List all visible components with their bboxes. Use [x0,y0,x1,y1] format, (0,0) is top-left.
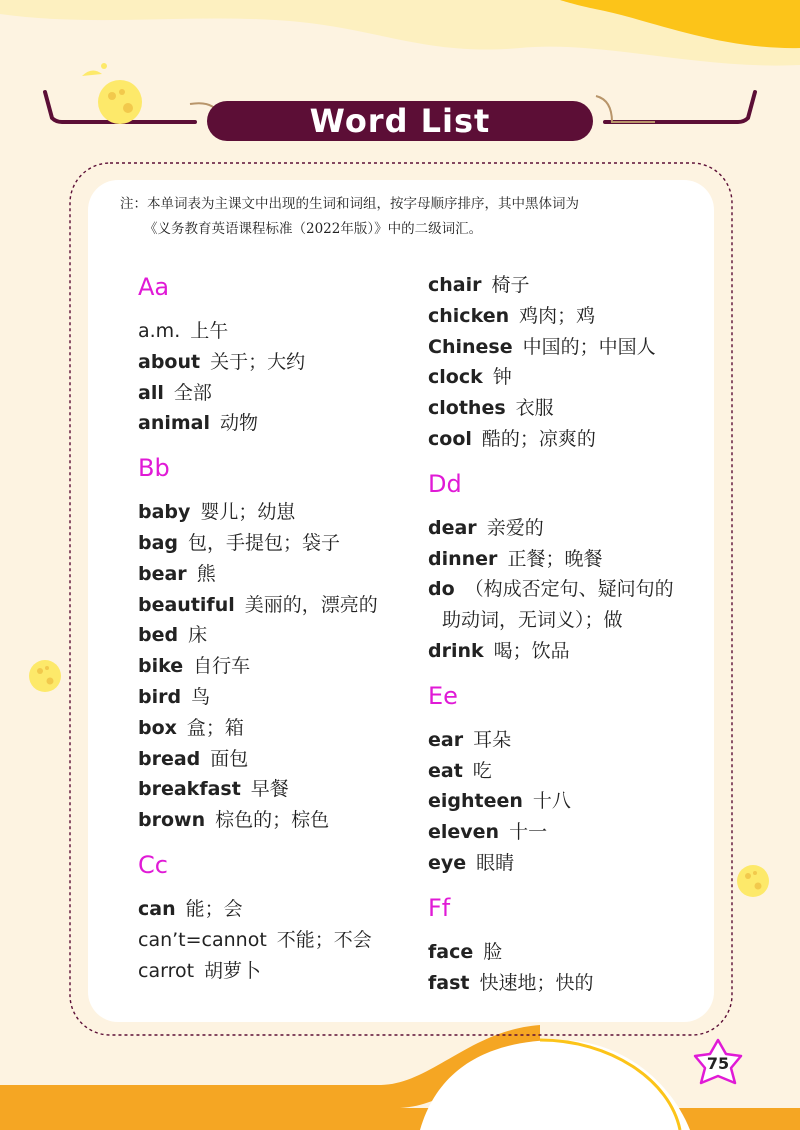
entry-word: eighteen [428,790,523,813]
word-entry [138,651,378,682]
entry-word: eye [428,851,467,874]
word-entry [428,937,674,968]
note-text [120,192,700,242]
entry-meaning: 眼睛 [476,851,515,874]
entry-meaning: 钟 [492,366,512,389]
word-entry [138,682,378,713]
section-gap [138,836,378,848]
section-gap [138,439,378,451]
left-column [138,270,378,986]
word-entry [428,725,674,756]
entry-word: bird [138,685,182,708]
word-entry [138,620,378,651]
word-entry [138,894,378,925]
section-letter: Ff [428,893,451,922]
word-section [428,879,674,999]
entry-meaning: 吃 [472,759,492,782]
word-entry [138,528,378,559]
entry-word: chair [428,274,482,296]
cheese-icon [29,660,61,692]
section-letter: Aa [138,273,170,301]
word-section [138,270,378,439]
entry-word: breakfast [138,778,241,801]
entry-word: drink [428,639,484,662]
word-entry [138,744,378,775]
header-line-right [605,92,755,122]
entry-word: bread [138,747,201,770]
word-entry [138,497,378,528]
section-gap [428,879,674,891]
note-line-2: 《义务教育英语课程标准（2022年版）》中的二级词汇。 [144,221,483,237]
section-letter: Cc [138,850,168,879]
word-entry [428,362,674,393]
entry-meaning: 十八 [532,790,571,813]
word-entry [428,393,674,424]
word-entry [138,347,378,378]
entry-meaning: （构成否定句、疑问句的 [464,578,674,601]
entry-meaning: 婴儿；幼崽 [200,501,296,524]
word-entry [428,301,674,332]
word-section [138,439,378,836]
word-entry [428,270,674,301]
entry-word: Chinese [428,335,513,358]
entry-word: eleven [428,821,500,844]
page-number: 75 [706,1054,730,1073]
entry-meaning: 酷的；凉爽的 [481,427,596,450]
entry-word: do [428,578,455,601]
section-letter: Bb [138,454,170,483]
entry-meaning: 不能；不会 [276,928,372,951]
word-entry [138,956,378,987]
word-entry [428,544,674,575]
entry-meaning: 亲爱的 [486,516,544,539]
entry-meaning: 胡萝卜 [204,959,262,982]
entry-meaning-continued [428,605,674,636]
entry-word: can [138,897,176,920]
section-gap [428,455,674,467]
entry-meaning: 关于；大约 [210,350,306,373]
word-entry [428,968,674,999]
word-entry [138,559,378,590]
entry-meaning: 棕色的；棕色 [215,809,330,832]
word-section [428,270,674,455]
entry-meaning-continued-text: 助动词，无词义）；做 [442,609,623,632]
word-entry [138,316,378,347]
entry-meaning: 快速地；快的 [479,971,594,994]
entry-word: bed [138,624,179,647]
entry-meaning: 中国的；中国人 [522,335,656,358]
word-entry [428,574,674,605]
entry-meaning: 动物 [220,412,259,435]
word-entry [428,848,674,879]
entry-word: fast [428,971,470,994]
entry-meaning: 衣服 [515,397,554,420]
entry-meaning: 十一 [509,821,548,844]
cheese-icon [82,63,142,124]
word-entry [428,786,674,817]
entry-meaning: 自行车 [193,655,251,678]
entry-word: dinner [428,547,498,570]
word-entry [428,513,674,544]
entry-meaning: 脸 [483,940,503,963]
word-entry [138,805,378,836]
word-entry [428,332,674,363]
cheese-icon [737,865,769,897]
entry-word: eat [428,759,463,782]
entry-meaning: 盒；箱 [186,716,244,739]
word-entry [138,590,378,621]
entry-meaning: 正餐；晚餐 [507,547,603,570]
entry-word: baby [138,501,191,524]
word-entry [138,408,378,439]
entry-meaning: 能；会 [185,897,243,920]
entry-word: a.m. [138,320,181,342]
section-letter: Dd [428,469,462,498]
entry-word: bike [138,655,184,678]
entry-meaning: 早餐 [250,778,289,801]
header-accent-right [596,96,655,122]
entry-meaning: 喝；饮品 [493,639,570,662]
entry-word: brown [138,809,206,832]
word-section [138,836,378,986]
entry-word: all [138,381,164,404]
entry-word: bag [138,531,179,554]
entry-meaning: 耳朵 [473,728,512,751]
word-entry [428,636,674,667]
entry-word: box [138,716,177,739]
word-entry [138,774,378,805]
word-entry [138,713,378,744]
entry-word: dear [428,516,477,539]
entry-word: face [428,940,474,963]
entry-word: clothes [428,397,506,420]
title-bar [207,101,593,141]
section-letter: Ee [428,681,458,710]
entry-meaning: 上午 [190,320,229,342]
entry-meaning: 椅子 [491,274,530,296]
word-entry [428,817,674,848]
section-gap [428,667,674,679]
word-section [428,455,674,667]
entry-word: clock [428,366,483,389]
entry-word: ear [428,728,464,751]
entry-meaning: 鸡肉；鸡 [519,304,596,327]
page-title: Word List [309,102,491,140]
note-line-1: 注：本单词表为主课文中出现的生词和词组，按字母顺序排序，其中黑体词为 [120,196,579,212]
entry-meaning: 鸟 [191,685,211,708]
entry-meaning: 全部 [173,381,212,404]
entry-meaning: 包，手提包；袋子 [188,531,341,554]
entry-meaning: 面包 [210,747,249,770]
entry-word: animal [138,412,210,435]
entry-meaning: 床 [188,624,208,647]
entry-word: about [138,350,201,373]
entry-meaning: 熊 [196,562,216,585]
entry-word: cool [428,427,472,450]
word-entry [138,378,378,409]
right-column [428,270,674,998]
entry-word: bear [138,562,187,585]
entry-word: can’t=cannot [138,928,267,951]
entry-word: carrot [138,959,195,982]
word-entry [428,424,674,455]
entry-word: chicken [428,304,510,327]
entry-meaning: 美丽的，漂亮的 [244,593,378,616]
entry-word: beautiful [138,593,235,616]
word-entry [138,925,378,956]
word-entry [428,756,674,787]
word-section [428,667,674,879]
